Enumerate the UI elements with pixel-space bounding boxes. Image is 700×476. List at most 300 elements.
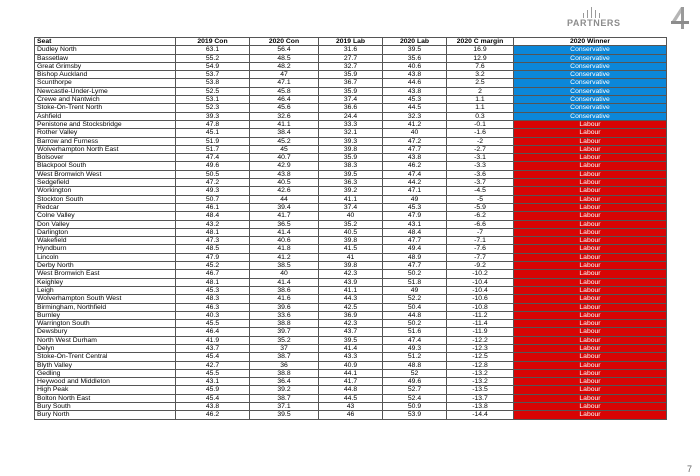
lab-2020-cell: 50.2	[383, 320, 447, 328]
margin-cell: 1.1	[447, 104, 514, 112]
lab-2019-cell: 44.8	[319, 386, 383, 394]
margin-cell: -11.2	[447, 311, 514, 319]
lab-2020-cell: 40	[383, 129, 447, 137]
lab-2019-cell: 39.5	[319, 336, 383, 344]
con-2019-cell: 47.4	[176, 154, 250, 162]
winner-cell: Conservative	[514, 96, 667, 104]
con-2020-cell: 36.4	[250, 378, 319, 386]
winner-cell: Labour	[514, 195, 667, 203]
seat-cell: Bury South	[35, 403, 176, 411]
lab-2020-cell: 53.9	[383, 411, 447, 419]
lab-2019-cell: 39.5	[319, 170, 383, 178]
lab-2020-cell: 41.2	[383, 120, 447, 128]
con-2020-cell: 40.6	[250, 237, 319, 245]
lab-2020-cell: 52.2	[383, 295, 447, 303]
con-2020-cell: 45	[250, 145, 319, 153]
con-2020-cell: 37.1	[250, 403, 319, 411]
winner-cell: Labour	[514, 262, 667, 270]
winner-cell: Labour	[514, 361, 667, 369]
table-row	[35, 154, 667, 162]
winner-cell: Labour	[514, 212, 667, 220]
margin-cell: -10.4	[447, 286, 514, 294]
table-row	[35, 295, 667, 303]
margin-cell: -3.3	[447, 162, 514, 170]
con-2019-cell: 53.8	[176, 79, 250, 87]
lab-2019-cell: 35.9	[319, 71, 383, 79]
con-2020-cell: 40	[250, 270, 319, 278]
con-2019-cell: 47.8	[176, 120, 250, 128]
column-header-2019-lab: 2019 Lab	[319, 38, 383, 46]
con-2019-cell: 47.3	[176, 237, 250, 245]
lab-2020-cell: 45.3	[383, 203, 447, 211]
lab-2020-cell: 44.6	[383, 79, 447, 87]
lab-2019-cell: 37.4	[319, 203, 383, 211]
column-header-2020-lab: 2020 Lab	[383, 38, 447, 46]
winner-cell: Conservative	[514, 46, 667, 54]
con-2019-cell: 45.1	[176, 129, 250, 137]
table-row	[35, 411, 667, 419]
con-2019-cell: 54.9	[176, 62, 250, 70]
lab-2020-cell: 51.6	[383, 328, 447, 336]
winner-cell: Labour	[514, 320, 667, 328]
lab-2020-cell: 43.8	[383, 87, 447, 95]
lab-2020-cell: 47.4	[383, 170, 447, 178]
con-2019-cell: 48.1	[176, 278, 250, 286]
winner-cell: Labour	[514, 154, 667, 162]
column-header-2020-c-margin: 2020 C margin	[447, 38, 514, 46]
seat-cell: Wakefield	[35, 237, 176, 245]
margin-cell: -4.5	[447, 187, 514, 195]
seat-cell: Keighley	[35, 278, 176, 286]
table-row	[35, 187, 667, 195]
lab-2019-cell: 41	[319, 253, 383, 261]
table-row	[35, 262, 667, 270]
lab-2020-cell: 47.7	[383, 145, 447, 153]
lab-2020-cell: 51.2	[383, 353, 447, 361]
lab-2019-cell: 41.4	[319, 344, 383, 352]
winner-cell: Labour	[514, 253, 667, 261]
con-2019-cell: 45.3	[176, 286, 250, 294]
winner-cell: Conservative	[514, 79, 667, 87]
winner-cell: Conservative	[514, 62, 667, 70]
lab-2020-cell: 48.4	[383, 228, 447, 236]
con-2020-cell: 37	[250, 344, 319, 352]
con-2019-cell: 43.1	[176, 378, 250, 386]
con-2020-cell: 35.2	[250, 336, 319, 344]
con-2019-cell: 42.7	[176, 361, 250, 369]
lab-2019-cell: 43.3	[319, 353, 383, 361]
margin-cell: 7.6	[447, 62, 514, 70]
lab-2019-cell: 43.9	[319, 278, 383, 286]
winner-cell: Labour	[514, 286, 667, 294]
table-row	[35, 245, 667, 253]
lab-2020-cell: 47.7	[383, 262, 447, 270]
con-2019-cell: 52.5	[176, 87, 250, 95]
winner-cell: Labour	[514, 295, 667, 303]
partners-logo	[567, 6, 692, 30]
table-row	[35, 62, 667, 70]
con-2020-cell: 56.4	[250, 46, 319, 54]
con-2019-cell: 46.7	[176, 270, 250, 278]
seat-cell: Wolverhampton North East	[35, 145, 176, 153]
con-2020-cell: 45.2	[250, 137, 319, 145]
con-2020-cell: 39.5	[250, 411, 319, 419]
lab-2019-cell: 36.9	[319, 311, 383, 319]
con-2020-cell: 38.6	[250, 286, 319, 294]
seat-cell: Bolsover	[35, 154, 176, 162]
winner-cell: Labour	[514, 303, 667, 311]
lab-2019-cell: 31.6	[319, 46, 383, 54]
con-2020-cell: 41.6	[250, 295, 319, 303]
winner-cell: Conservative	[514, 112, 667, 120]
seat-cell: Crewe and Nantwich	[35, 96, 176, 104]
winner-cell: Labour	[514, 311, 667, 319]
table-row	[35, 336, 667, 344]
margin-cell: -0.1	[447, 120, 514, 128]
winner-cell: Conservative	[514, 87, 667, 95]
winner-cell: Labour	[514, 179, 667, 187]
lab-2020-cell: 32.3	[383, 112, 447, 120]
winner-cell: Labour	[514, 328, 667, 336]
lab-2020-cell: 50.9	[383, 403, 447, 411]
lab-2020-cell: 39.5	[383, 46, 447, 54]
logo-text: PARTNERS	[567, 18, 621, 28]
seat-cell: Redcar	[35, 203, 176, 211]
seat-cell: Lincoln	[35, 253, 176, 261]
table-row	[35, 320, 667, 328]
con-2019-cell: 45.5	[176, 320, 250, 328]
con-2019-cell: 51.9	[176, 137, 250, 145]
con-2019-cell: 51.7	[176, 145, 250, 153]
lab-2019-cell: 44.5	[319, 394, 383, 402]
table-row	[35, 203, 667, 211]
seat-cell: Blackpool South	[35, 162, 176, 170]
seat-cell: Bishop Auckland	[35, 71, 176, 79]
margin-cell: -13.7	[447, 394, 514, 402]
table-row	[35, 112, 667, 120]
table-row	[35, 179, 667, 187]
lab-2019-cell: 40	[319, 212, 383, 220]
winner-cell: Labour	[514, 145, 667, 153]
con-2019-cell: 45.9	[176, 386, 250, 394]
con-2020-cell: 33.6	[250, 311, 319, 319]
lab-2019-cell: 44.1	[319, 369, 383, 377]
lab-2020-cell: 43.8	[383, 154, 447, 162]
table-row	[35, 212, 667, 220]
con-2020-cell: 36.5	[250, 220, 319, 228]
margin-cell: -7.6	[447, 245, 514, 253]
margin-cell: -10.2	[447, 270, 514, 278]
con-2019-cell: 46.2	[176, 411, 250, 419]
con-2019-cell: 40.3	[176, 311, 250, 319]
table-row	[35, 162, 667, 170]
lab-2020-cell: 46.2	[383, 162, 447, 170]
winner-cell: Labour	[514, 394, 667, 402]
column-header-seat: Seat	[35, 38, 176, 46]
margin-cell: -6.6	[447, 220, 514, 228]
lab-2019-cell: 44.3	[319, 295, 383, 303]
lab-2020-cell: 44.8	[383, 311, 447, 319]
seat-cell: Birmingham, Northfield	[35, 303, 176, 311]
margin-cell: -7.1	[447, 237, 514, 245]
con-2020-cell: 38.7	[250, 394, 319, 402]
seat-cell: Warrington South	[35, 320, 176, 328]
table-body	[35, 46, 667, 419]
lab-2020-cell: 47.9	[383, 212, 447, 220]
margin-cell: -3.7	[447, 179, 514, 187]
seat-cell: Bury North	[35, 411, 176, 419]
seat-cell: Bassetlaw	[35, 54, 176, 62]
table-row	[35, 195, 667, 203]
con-2019-cell: 50.7	[176, 195, 250, 203]
margin-cell: -6.2	[447, 212, 514, 220]
lab-2019-cell: 41.5	[319, 245, 383, 253]
margin-cell: -10.8	[447, 303, 514, 311]
column-header-2020-con: 2020 Con	[250, 38, 319, 46]
con-2020-cell: 32.6	[250, 112, 319, 120]
lab-2020-cell: 47.4	[383, 336, 447, 344]
con-2019-cell: 46.4	[176, 328, 250, 336]
seat-cell: Hyndburn	[35, 245, 176, 253]
con-2019-cell: 41.9	[176, 336, 250, 344]
con-2020-cell: 39.2	[250, 386, 319, 394]
margin-cell: -11.4	[447, 320, 514, 328]
con-2020-cell: 38.4	[250, 129, 319, 137]
seat-cell: Ashfield	[35, 112, 176, 120]
seat-cell: Barrow and Furness	[35, 137, 176, 145]
seat-cell: Derby North	[35, 262, 176, 270]
column-header-2019-con: 2019 Con	[176, 38, 250, 46]
con-2020-cell: 43.8	[250, 170, 319, 178]
table-row	[35, 87, 667, 95]
con-2020-cell: 45.6	[250, 104, 319, 112]
lab-2020-cell: 35.6	[383, 54, 447, 62]
lab-2019-cell: 42.3	[319, 320, 383, 328]
table-row	[35, 386, 667, 394]
table-row	[35, 253, 667, 261]
con-2020-cell: 47.1	[250, 79, 319, 87]
winner-cell: Conservative	[514, 104, 667, 112]
seat-cell: High Peak	[35, 386, 176, 394]
winner-cell: Labour	[514, 403, 667, 411]
con-2019-cell: 45.5	[176, 369, 250, 377]
seat-cell: Scunthorpe	[35, 79, 176, 87]
table-row	[35, 311, 667, 319]
table-row	[35, 96, 667, 104]
lab-2019-cell: 46	[319, 411, 383, 419]
winner-cell: Conservative	[514, 71, 667, 79]
margin-cell: -11.9	[447, 328, 514, 336]
margin-cell: -10.4	[447, 278, 514, 286]
margin-cell: -7	[447, 228, 514, 236]
lab-2020-cell: 49.4	[383, 245, 447, 253]
table-row	[35, 220, 667, 228]
margin-cell: -13.8	[447, 403, 514, 411]
lab-2019-cell: 24.4	[319, 112, 383, 120]
lab-2019-cell: 32.7	[319, 62, 383, 70]
lab-2019-cell: 36.7	[319, 79, 383, 87]
lab-2019-cell: 35.9	[319, 87, 383, 95]
seat-cell: Stoke-On-Trent North	[35, 104, 176, 112]
margin-cell: -1.6	[447, 129, 514, 137]
con-2020-cell: 48.5	[250, 54, 319, 62]
lab-2019-cell: 36.6	[319, 104, 383, 112]
winner-cell: Labour	[514, 187, 667, 195]
winner-cell: Labour	[514, 278, 667, 286]
winner-cell: Labour	[514, 270, 667, 278]
seat-cell: Burnley	[35, 311, 176, 319]
margin-cell: -12.5	[447, 353, 514, 361]
lab-2019-cell: 39.8	[319, 145, 383, 153]
table-row	[35, 129, 667, 137]
table-row	[35, 344, 667, 352]
con-2020-cell: 39.7	[250, 328, 319, 336]
con-2019-cell: 55.2	[176, 54, 250, 62]
winner-cell: Labour	[514, 386, 667, 394]
seat-cell: Bolton North East	[35, 394, 176, 402]
lab-2019-cell: 42.3	[319, 270, 383, 278]
margin-cell: 16.9	[447, 46, 514, 54]
seat-cell: Penistone and Stocksbridge	[35, 120, 176, 128]
table-row	[35, 71, 667, 79]
con-2019-cell: 45.2	[176, 262, 250, 270]
lab-2019-cell: 39.8	[319, 262, 383, 270]
con-2020-cell: 40.5	[250, 179, 319, 187]
seat-cell: Gedling	[35, 369, 176, 377]
con-2019-cell: 63.1	[176, 46, 250, 54]
column-header-2020-winner: 2020 Winner	[514, 38, 667, 46]
lab-2020-cell: 51.8	[383, 278, 447, 286]
lab-2020-cell: 45.3	[383, 96, 447, 104]
table-header-row	[35, 38, 667, 46]
winner-cell: Labour	[514, 220, 667, 228]
seat-cell: Colne Valley	[35, 212, 176, 220]
lab-2020-cell: 44.2	[383, 179, 447, 187]
margin-cell: -5	[447, 195, 514, 203]
table-row	[35, 54, 667, 62]
con-2020-cell: 38.8	[250, 320, 319, 328]
con-2019-cell: 45.4	[176, 353, 250, 361]
margin-cell: -2.7	[447, 145, 514, 153]
lab-2020-cell: 50.4	[383, 303, 447, 311]
lab-2019-cell: 41.7	[319, 378, 383, 386]
table-row	[35, 361, 667, 369]
table-row	[35, 270, 667, 278]
seat-cell: Stockton South	[35, 195, 176, 203]
winner-cell: Labour	[514, 378, 667, 386]
con-2019-cell: 47.2	[176, 179, 250, 187]
lab-2019-cell: 32.1	[319, 129, 383, 137]
seat-cell: Delyn	[35, 344, 176, 352]
con-2019-cell: 43.7	[176, 344, 250, 352]
lab-2019-cell: 43	[319, 403, 383, 411]
lab-2020-cell: 43.1	[383, 220, 447, 228]
winner-cell: Labour	[514, 228, 667, 236]
con-2019-cell: 43.2	[176, 220, 250, 228]
lab-2019-cell: 43.7	[319, 328, 383, 336]
lab-2019-cell: 41.1	[319, 195, 383, 203]
seat-cell: Darlington	[35, 228, 176, 236]
seat-cell: Dudley North	[35, 46, 176, 54]
lab-2020-cell: 43.8	[383, 71, 447, 79]
table-row	[35, 394, 667, 402]
con-2020-cell: 45.8	[250, 87, 319, 95]
con-2020-cell: 41.2	[250, 253, 319, 261]
table-row	[35, 278, 667, 286]
table-row	[35, 303, 667, 311]
table-row	[35, 353, 667, 361]
winner-cell: Labour	[514, 203, 667, 211]
table-row	[35, 46, 667, 54]
table-row	[35, 137, 667, 145]
margin-cell: 1.1	[447, 96, 514, 104]
con-2020-cell: 39.6	[250, 303, 319, 311]
seat-cell: Great Grimsby	[35, 62, 176, 70]
con-2019-cell: 46.3	[176, 303, 250, 311]
lab-2020-cell: 44.5	[383, 104, 447, 112]
channel-4-logo-icon	[670, 6, 690, 30]
winner-cell: Labour	[514, 170, 667, 178]
lab-2020-cell: 40.6	[383, 62, 447, 70]
winner-cell: Labour	[514, 336, 667, 344]
con-2020-cell: 38.7	[250, 353, 319, 361]
seat-cell: Stoke-On-Trent Central	[35, 353, 176, 361]
con-2019-cell: 49.3	[176, 187, 250, 195]
margin-cell: -5.9	[447, 203, 514, 211]
seat-cell: Heywood and Middleton	[35, 378, 176, 386]
lab-2019-cell: 36.3	[319, 179, 383, 187]
margin-cell: 0.3	[447, 112, 514, 120]
con-2020-cell: 38.8	[250, 369, 319, 377]
page-number: 7	[686, 464, 692, 474]
con-2020-cell: 42.9	[250, 162, 319, 170]
lab-2019-cell: 33.3	[319, 120, 383, 128]
table-row	[35, 378, 667, 386]
lab-2020-cell: 48.8	[383, 361, 447, 369]
con-2020-cell: 41.4	[250, 228, 319, 236]
lab-2019-cell: 37.4	[319, 96, 383, 104]
logo-lines-icon	[579, 6, 605, 18]
con-2020-cell: 38.5	[250, 262, 319, 270]
con-2020-cell: 36	[250, 361, 319, 369]
lab-2020-cell: 47.1	[383, 187, 447, 195]
seat-cell: Sedgefield	[35, 179, 176, 187]
table-row	[35, 369, 667, 377]
seat-cell: Wolverhampton South West	[35, 295, 176, 303]
con-2019-cell: 48.1	[176, 228, 250, 236]
con-2020-cell: 41.7	[250, 212, 319, 220]
margin-cell: -3.1	[447, 154, 514, 162]
con-2020-cell: 42.6	[250, 187, 319, 195]
margin-cell: -12.2	[447, 336, 514, 344]
margin-cell: -2	[447, 137, 514, 145]
winner-cell: Labour	[514, 120, 667, 128]
lab-2019-cell: 35.2	[319, 220, 383, 228]
con-2020-cell: 41.4	[250, 278, 319, 286]
lab-2020-cell: 47.7	[383, 237, 447, 245]
seat-cell: Rother Valley	[35, 129, 176, 137]
lab-2019-cell: 40.9	[319, 361, 383, 369]
con-2020-cell: 48.2	[250, 62, 319, 70]
margin-cell: -9.2	[447, 262, 514, 270]
seat-cell: Don Valley	[35, 220, 176, 228]
margin-cell: -10.6	[447, 295, 514, 303]
con-2019-cell: 53.1	[176, 96, 250, 104]
lab-2020-cell: 52.4	[383, 394, 447, 402]
winner-cell: Labour	[514, 137, 667, 145]
con-2019-cell: 48.5	[176, 245, 250, 253]
table-row	[35, 328, 667, 336]
